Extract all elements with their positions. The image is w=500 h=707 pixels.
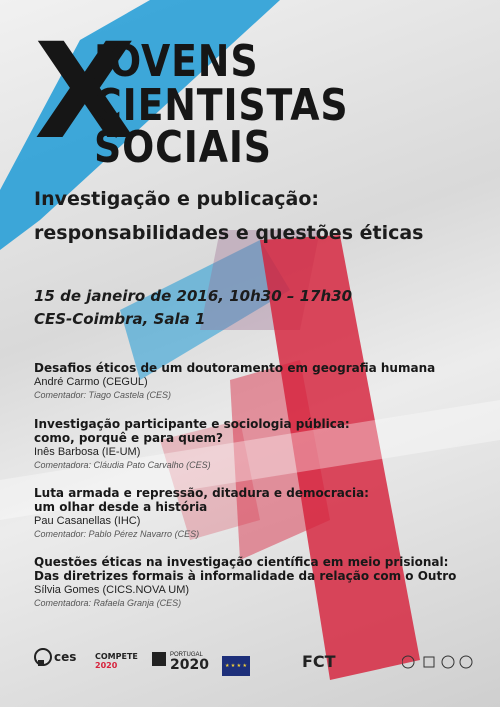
session-speaker: Inês Barbosa (IE-UM): [34, 446, 141, 458]
compete-label: COMPETE: [95, 652, 138, 661]
event-venue: CES-Coimbra, Sala 1: [34, 310, 206, 328]
compete-logo: [95, 652, 138, 670]
event-date: 15 de janeiro de 2016, 10h30 – 17h30: [34, 287, 353, 305]
portugal-flag-icon: [152, 652, 166, 666]
session-commentator: Comentador: Tiago Castela (CES): [34, 390, 171, 400]
title-line-1: JOVENS: [94, 36, 259, 87]
session-commentator: Comentador: Pablo Pérez Navarro (CES): [34, 529, 200, 539]
fct-label: FCT: [302, 652, 336, 671]
eu-flag-icon: ★ ★ ★ ★: [222, 656, 250, 676]
sponsor-logos: [0, 638, 500, 698]
session-title-cont: um olhar desde a história: [34, 500, 208, 514]
portugal-label: PORTUGAL: [170, 652, 203, 658]
session-commentator: Comentadora: Rafaela Granja (CES): [34, 598, 182, 608]
session-2: [34, 417, 474, 472]
session-3: [34, 486, 474, 541]
fct-logo: [302, 652, 336, 671]
session-title: Desafios éticos de um doutoramento em geografia humana: [34, 361, 436, 375]
session-title: Questões éticas na investigação científica em meio prisional:: [34, 555, 449, 569]
subtitle-line-2: responsabilidades e questões éticas: [34, 222, 424, 244]
institution-seals-icon: [402, 654, 474, 670]
session-title: Investigação participante e sociologia pública:: [34, 417, 350, 431]
session-speaker: Pau Casanellas (IHC): [34, 515, 141, 527]
session-speaker: Sílvia Gomes (CICS.NOVA UM): [34, 584, 190, 596]
ces-logo: [34, 648, 77, 668]
session-title-cont: Das diretrizes formais à informalidade da relação com o Outro: [34, 569, 457, 583]
ces-mark-icon: [34, 648, 52, 666]
title-line-2: CIENTISTAS: [94, 80, 349, 131]
session-4: [34, 555, 474, 610]
session-title-cont: como, porquê e para quem?: [34, 431, 223, 445]
ces-label: ces: [54, 650, 77, 664]
session-1: [34, 361, 474, 402]
session-title: Luta armada e repressão, ditadura e democracia:: [34, 486, 369, 500]
session-commentator: Comentadora: Cláudia Pato Carvalho (CES): [34, 460, 211, 470]
portugal2020-logo: [152, 652, 209, 673]
roman-numeral: X: [34, 15, 130, 169]
portugal-year: 2020: [170, 657, 209, 673]
subtitle-line-1: Investigação e publicação:: [34, 188, 320, 210]
compete-year: 2020: [95, 661, 118, 670]
title-line-3: SOCIAIS: [94, 122, 272, 173]
institution-logos: [402, 654, 474, 672]
session-speaker: André Carmo (CEGUL): [34, 376, 148, 388]
